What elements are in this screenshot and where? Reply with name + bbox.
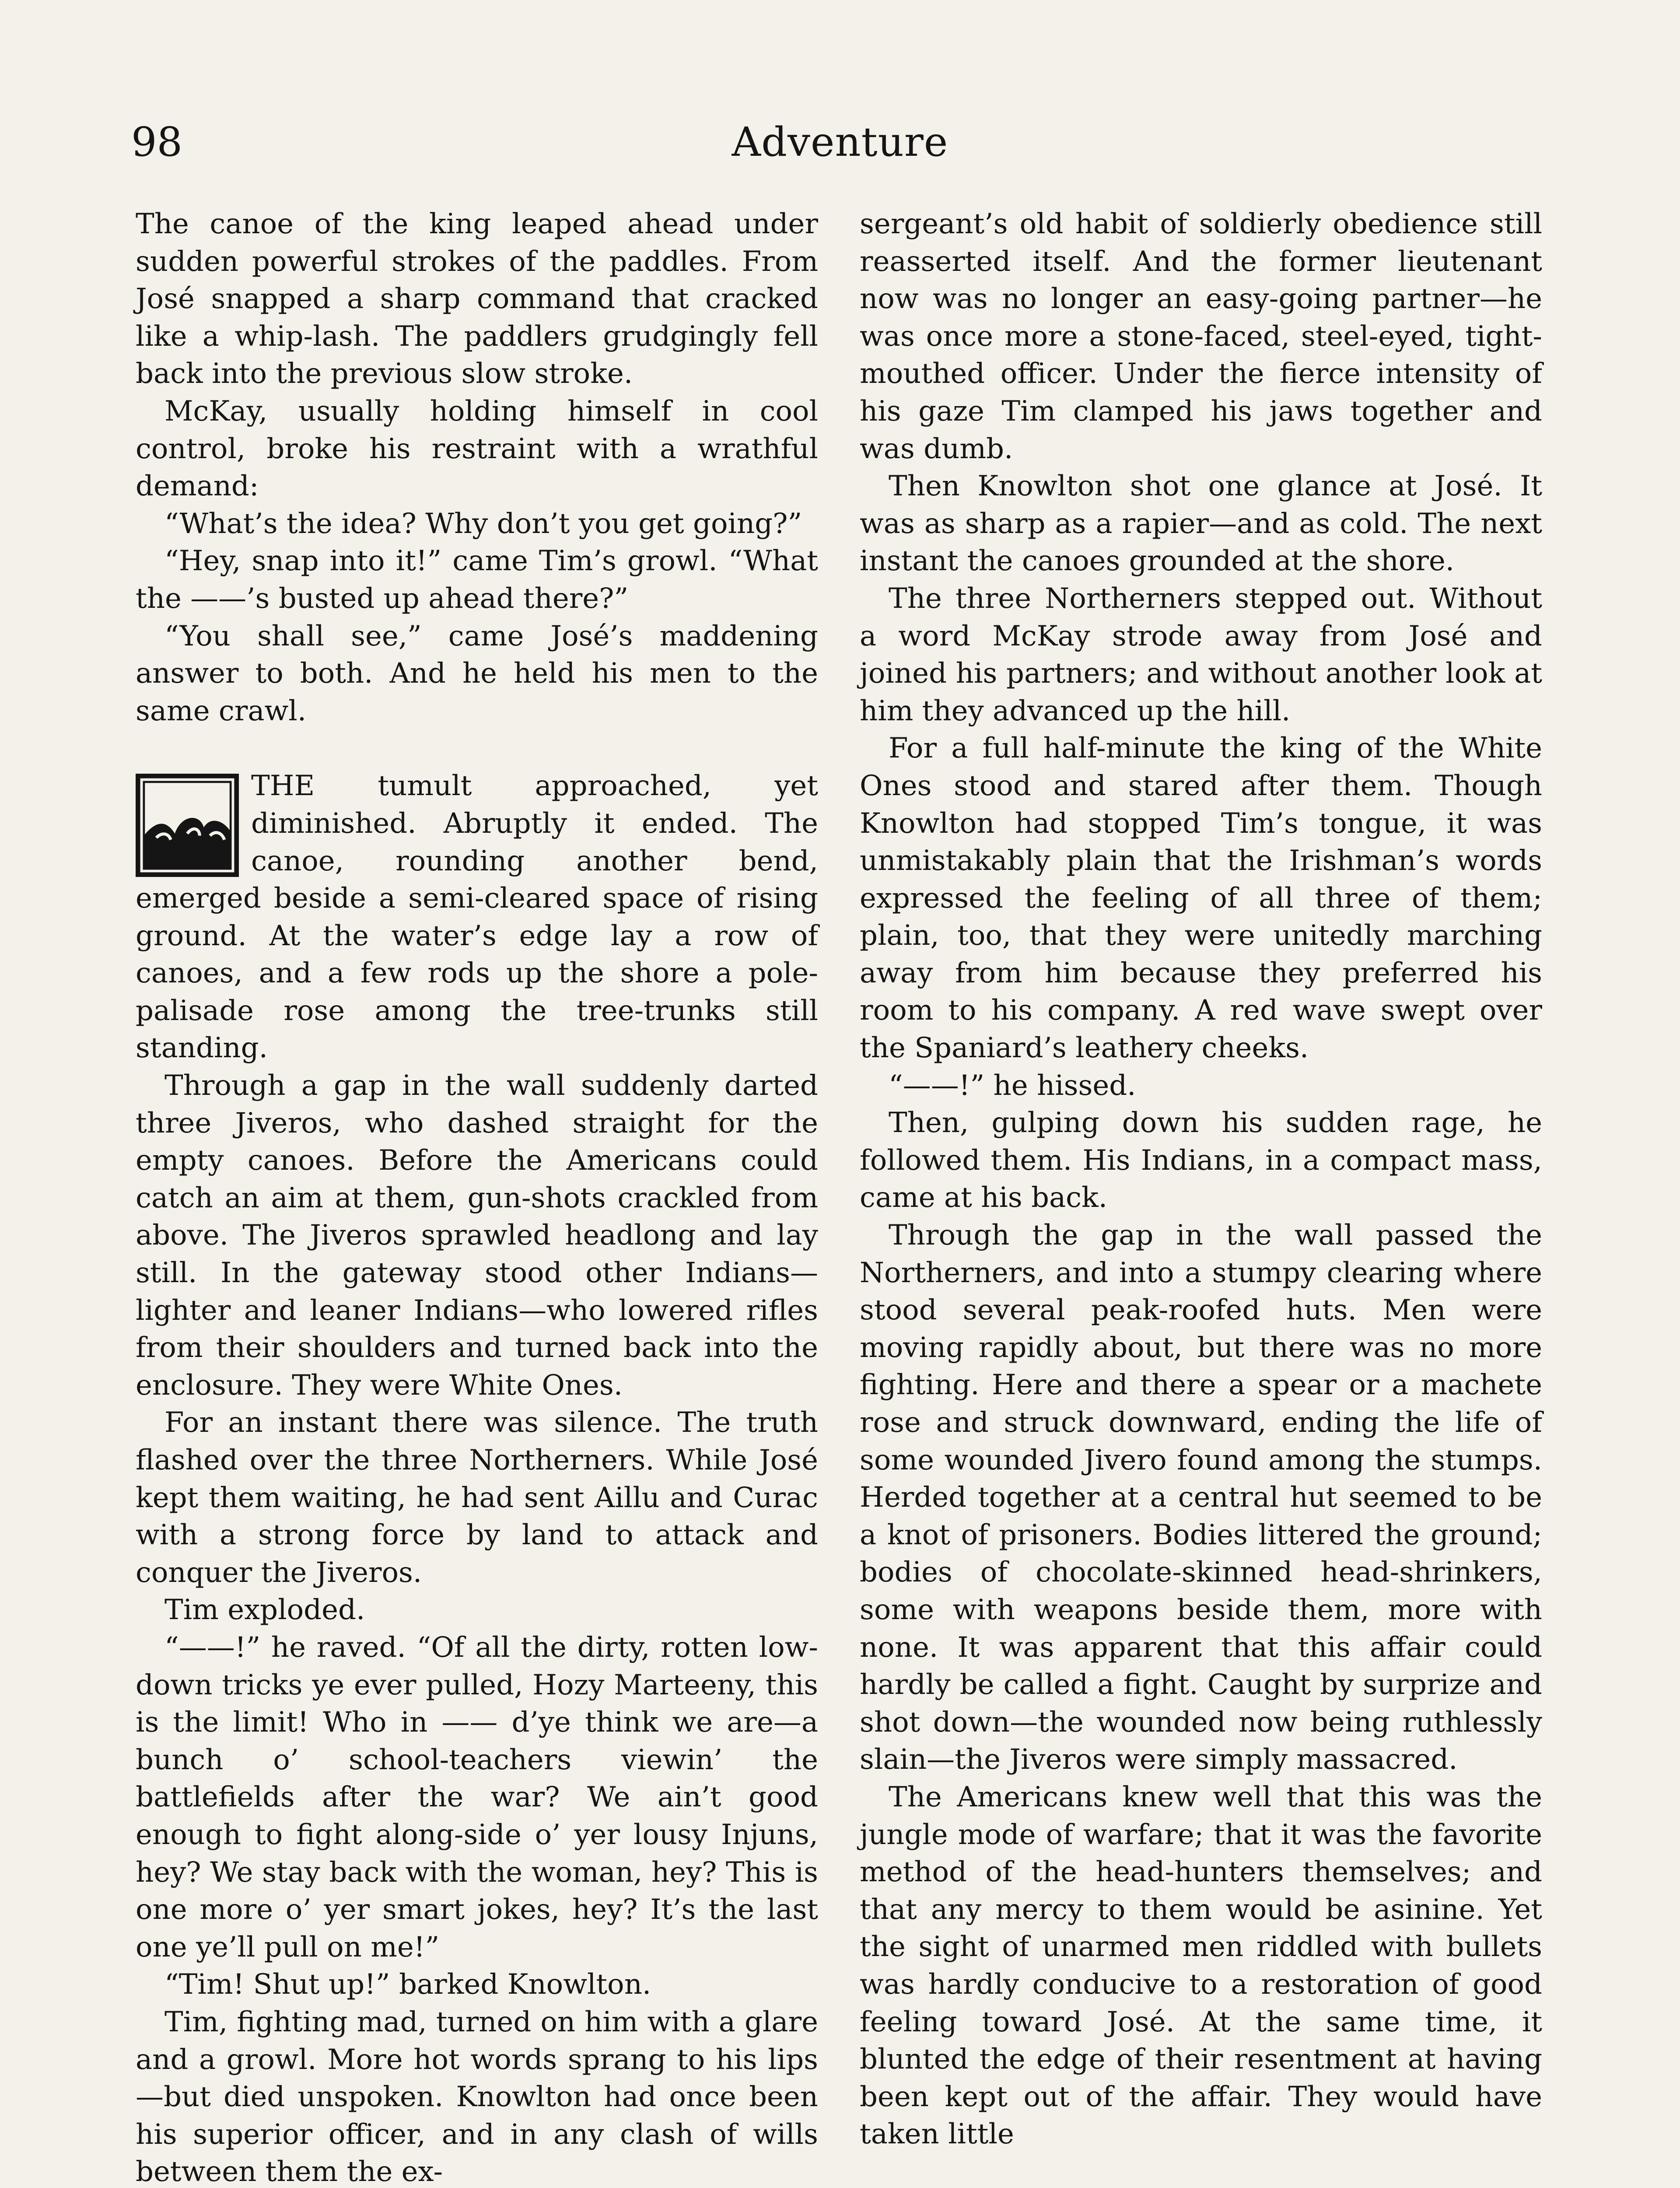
paragraph: Tim exploded.	[164, 1594, 365, 1627]
page-header	[131, 118, 1549, 175]
paragraph: THE tumult approached, yet diminished. Abruptly it ended. The canoe, rounding another bend, emerged beside a semi-cleared space of rising ground. At the water’s edge lay a row of canoes, and a few rods up the shore a pole-palisade rose among the tree-trunks still standing.	[136, 770, 818, 1065]
paragraph: McKay, usually holding himself in cool control, broke his restraint with a wrathful demand:	[136, 395, 818, 503]
paragraph: For a full half-minute the king of the White Ones stood and stared after them. Though Knowlton had stopped Tim’s tongue, it was unmistakably plain that the Irishman’s words expressed the feeling of all three of them; plain, too, that they were unitedly marching away from him because they preferred his room to his company. A red wave swept over the Spaniard’s leathery cheeks.	[860, 732, 1542, 1065]
paragraph: Tim, fighting mad, turned on him with a glare and a growl. More hot words sprang to his lips—but died unspoken. Knowlton had once been his superior officer, and in any clash of wills between them the ex-	[136, 2006, 818, 2188]
page-number: 98	[131, 119, 183, 165]
paragraph: “You shall see,” came José’s maddening answer to both. And he held his men to the same crawl.	[136, 620, 818, 727]
right-column	[860, 206, 1542, 2153]
paragraph: “Tim! Shut up!” barked Knowlton.	[164, 1968, 651, 2001]
paragraph: sergeant’s old habit of soldierly obedience still reasserted itself. And the former lieutenant now was no longer an easy-going partner—he was once more a stone-faced, steel-eyed, tight-mouthed officer. Under the fierce intensity of his gaze Tim clamped his jaws together and was dumb.	[860, 208, 1542, 465]
running-title: Adventure	[732, 119, 948, 165]
paragraph: The Americans knew well that this was the jungle mode of warfare; that it was the favorite method of the head-hunters themselves; and that any mercy to them would be asinine. Yet the sight of unarmed men riddled with bullets was hardly conducive to a restoration of good feeling toward José. At the same time, it blunted the edge of their resentment at having been kept out of the affair. They would have taken little	[860, 1781, 1542, 2151]
paragraph: Through a gap in the wall suddenly darted three Jiveros, who dashed straight for the empty canoes. Before the Americans could catch an aim at them, gun-shots crackled from above. The Jiveros sprawled headlong and lay still. In the gateway stood other Indians—lighter and leaner Indians—who lowered rifles from their shoulders and turned back into the enclosure. They were White Ones.	[136, 1069, 818, 1402]
left-column	[136, 206, 818, 2188]
paragraph: For an instant there was silence. The truth flashed over the three Northerners. While José kept them waiting, he had sent Aillu and Curac with a strong force by land to attack and conquer the Jiveros.	[136, 1406, 818, 1589]
paragraph: Through the gap in the wall passed the Northerners, and into a stumpy clearing where stood several peak-roofed huts. Men were moving rapidly about, but there was no more fighting. Here and there a spear or a machete rose and struck downward, ending the life of some wounded Jivero found among the stumps. Herded together at a central hut seemed to be a knot of prisoners. Bodies littered the ground; bodies of chocolate-skinned head-shrinkers, some with weapons beside them, more with none. It was apparent that this affair could hardly be called a fight. Caught by surprize and shot down—the wounded now being ruthlessly slain—the Jiveros were simply massacred.	[860, 1219, 1542, 1776]
paragraph: The three Northerners stepped out. Without a word McKay strode away from José and joined his partners; and without another look at him they advanced up the hill.	[860, 582, 1542, 727]
section-break	[136, 730, 818, 768]
paragraph: “——!” he raved. “Of all the dirty, rotten low-down tricks ye ever pulled, Hozy Marteeny, this is the limit! Who in —— d’ye think we are—a bunch o’ school-teachers viewin’ the battlefields after the war? We ain’t good enough to fight along-side o’ yer lousy Injuns, hey? We stay back with the woman, hey? This is one more o’ yer smart jokes, hey? It’s the last one ye’ll pull on me!”	[136, 1631, 818, 1964]
wave-ornament-icon	[136, 774, 239, 877]
paragraph: “——!” he hissed.	[889, 1069, 1136, 1102]
paragraph: “Hey, snap into it!” came Tim’s growl. “What the ——’s busted up ahead there?”	[136, 545, 818, 615]
paragraph: Then, gulping down his sudden rage, he followed them. His Indians, in a compact mass, came at his back.	[860, 1107, 1542, 1214]
paragraph: “What’s the idea? Why don’t you get going?”	[164, 507, 802, 540]
paragraph: The canoe of the king leaped ahead under sudden powerful strokes of the paddles. From José snapped a sharp command that cracked like a whip-lash. The paddlers grudgingly fell back into the previous slow stroke.	[136, 208, 818, 390]
paragraph: Then Knowlton shot one glance at José. It was as sharp as a rapier—and as cold. The next instant the canoes grounded at the shore.	[860, 470, 1542, 578]
